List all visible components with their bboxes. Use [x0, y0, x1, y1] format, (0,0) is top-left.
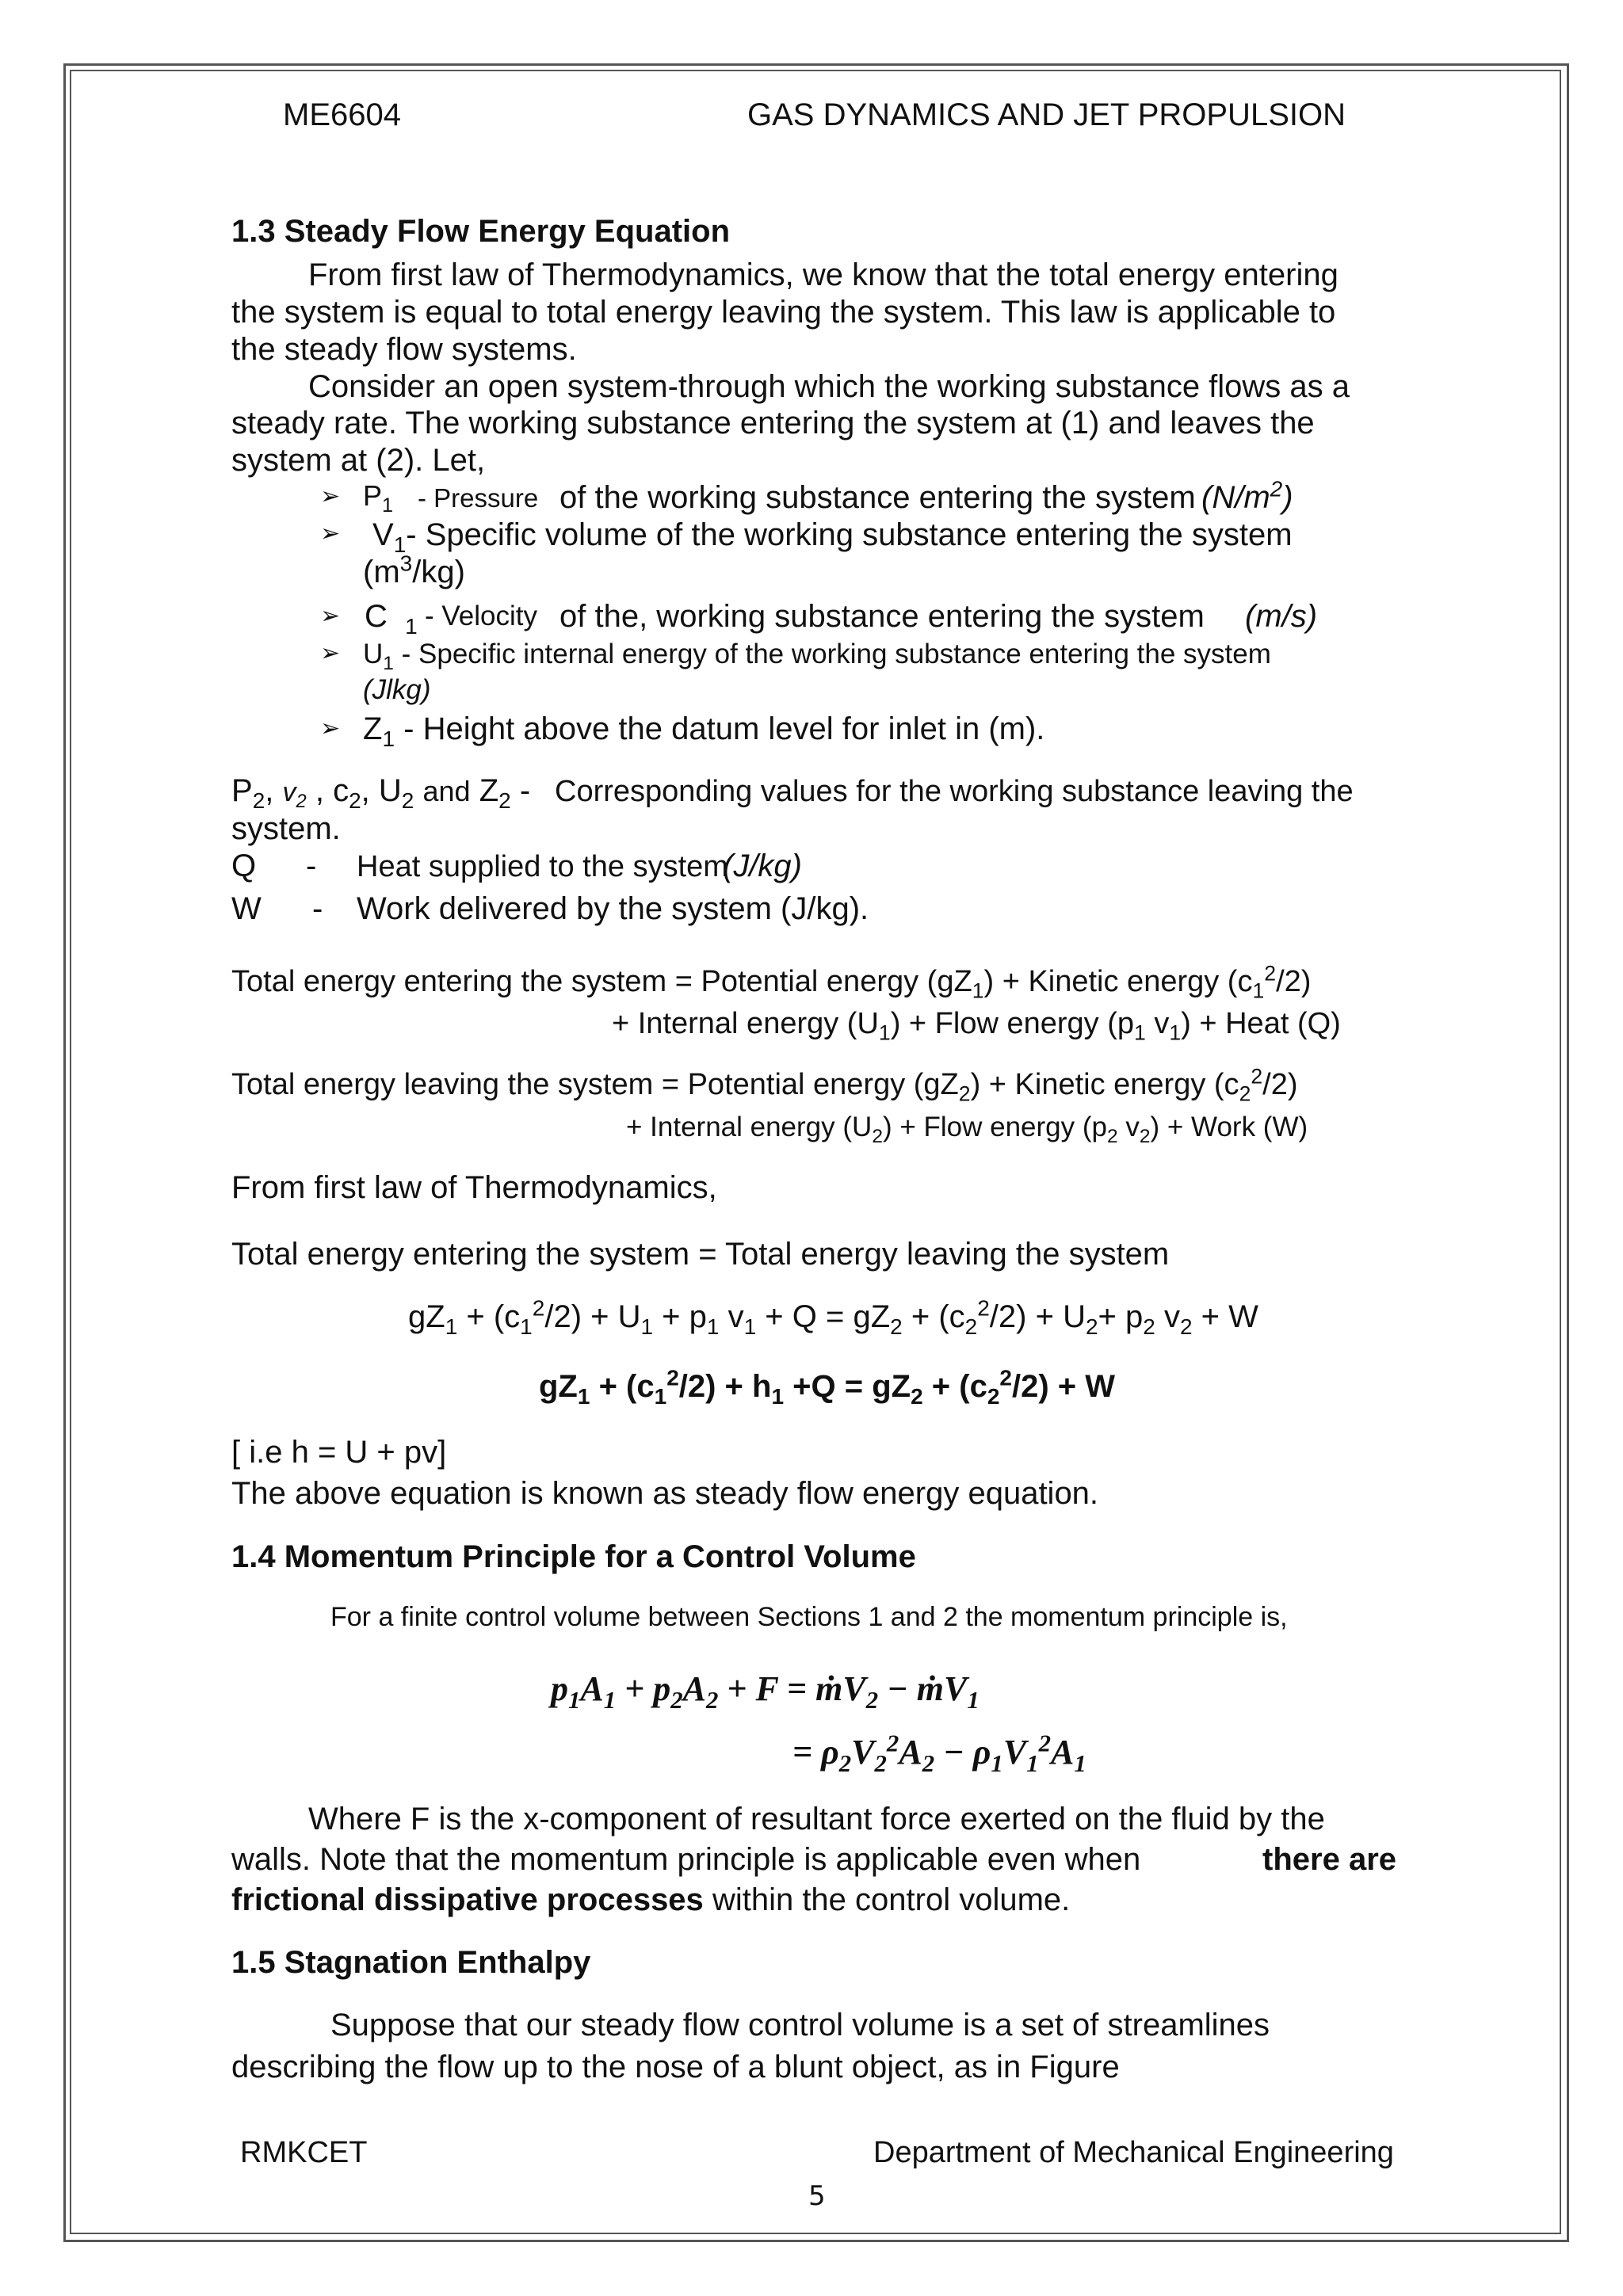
momentum-where-line3: frictional dissipative processes within the control volume. [231, 1882, 1071, 1917]
w-symbol: W [231, 891, 262, 926]
section-heading-1-4: 1.4 Momentum Principle for a Control Volume [231, 1539, 916, 1574]
total-energy-entering-line1: Total energy entering the system = Potential energy $(gZ_1)$ + Kinetic energy $(c_1^2/2)$ [231, 961, 1312, 1003]
bullet-p1-text: of the working substance entering the system [559, 480, 1196, 515]
bullet-c1: C $_1$ [365, 599, 418, 639]
bullet-p1: $P_1$ [363, 479, 394, 517]
momentum-where-line2: walls. Note that the momentum principle is applicable even when there are [231, 1842, 1396, 1877]
bullet-u1: $U_1$ - Specific internal energy of the working substance entering the system [363, 639, 1271, 674]
paragraph-line: system at (2). Let, [231, 443, 486, 478]
footer-institution: RMKCET [240, 2136, 368, 2169]
paragraph-line: From first law of Thermodynamics, we know that the total energy entering [308, 257, 1338, 292]
first-law-text: From first law of Thermodynamics, [231, 1170, 717, 1205]
total-energy-leaving-line1: Total energy leaving the system = Potential energy $(gZ_2)$ + Kinetic energy $(c_2^2/2)$ [231, 1064, 1298, 1106]
section-heading-1-5: 1.5 Stagnation Enthalpy [231, 1945, 591, 1980]
total-energy-entering-line2: + Internal energy $(U_1)$ + Flow energy ($p_1$ $v_1$) + Heat (Q) [612, 1007, 1341, 1045]
energy-equation: $gZ_1 + (c_1^2/2) + U_1 + p_1$ $v_1 + Q = gZ_2 + (c_2^2/2) + U_2+ p_2$ $v_2 + W$ [408, 1295, 1258, 1339]
w-text: Work delivered by the system (J/kg). [357, 891, 869, 926]
equation-known-as: The above equation is known as steady flow energy equation. [231, 1476, 1099, 1511]
arrow-bullet-icon: ➢ [320, 639, 341, 667]
page-number: 5 [808, 2180, 826, 2212]
momentum-equation-line2: = $\rho_2V_2^2A_2 - \rho_1V_1^2A_1$ [792, 1730, 1086, 1777]
w-dash: - [312, 891, 323, 926]
momentum-intro: For a finite control volume between Sections 1 and 2 the momentum principle is, [330, 1602, 1288, 1632]
bullet-z1: $Z_1$ - Height above the datum level for inlet in (m). [363, 711, 1045, 751]
footer-department: Department of Mechanical Engineering [873, 2136, 1394, 2169]
bullet-p1-label: - Pressure [418, 483, 539, 513]
bullet-c1-text: of the, working substance entering the system [559, 599, 1205, 634]
total-energy-leaving-line2: + Internal energy $(U_2)$ + Flow energy ($p_2$ $v_2$) + Work (W) [626, 1112, 1308, 1147]
course-code: ME6604 [283, 97, 401, 132]
bullet-v1: $V_1-$ Specific volume of the working substance entering the system [372, 517, 1293, 557]
arrow-bullet-icon: ➢ [320, 602, 341, 630]
stagnation-line1: Suppose that our steady flow control volume is a set of streamlines [330, 2008, 1270, 2042]
q-text: Heat supplied to the system [357, 850, 728, 883]
course-title: GAS DYNAMICS AND JET PROPULSION [747, 97, 1346, 132]
bullet-c1-label: - Velocity [425, 601, 537, 631]
arrow-bullet-icon: ➢ [320, 520, 341, 547]
q-symbol: Q [231, 849, 257, 883]
arrow-bullet-icon: ➢ [320, 482, 341, 510]
paragraph-line: Consider an open system-through which the working substance flows as a [308, 369, 1350, 404]
paragraph-line: the steady flow systems. [231, 332, 577, 367]
bullet-u1-unit: (Jlkg) [363, 674, 431, 705]
energy-balance-text: Total energy entering the system = Total energy leaving the system [231, 1237, 1170, 1272]
bullet-v1-unit: $(m^3/kg)$ [363, 551, 465, 589]
enthalpy-definition: [ i.e h = U + pv] [231, 1435, 447, 1470]
stagnation-line2: describing the flow up to the nose of a blunt object, as in Figure [231, 2050, 1120, 2084]
q-dash: - [306, 849, 317, 883]
arrow-bullet-icon: ➢ [320, 715, 341, 742]
steady-flow-energy-equation: $gZ_1 + (c_1^2/2) + h_1 +Q = gZ_2 + (c_2^2/2) + W$ [539, 1365, 1116, 1409]
paragraph-line: steady rate. The working substance entering the system at (1) and leaves the [231, 406, 1315, 441]
momentum-equation-line1: $p_1A_1 + p_2A_2 + F$ = ṁV$_2$ − ṁV$_1$ [551, 1669, 980, 1714]
paragraph-line: the system is equal to total energy leaving the system. This law is applicable to [231, 295, 1336, 330]
momentum-where-line1: Where F is the x-component of resultant force exerted on the fluid by the [308, 1802, 1325, 1836]
corresponding-symbols: $P_2$, $v_2$ , $c_2$, $U_2$ and $Z_2$ - [231, 773, 531, 813]
corresponding-text: Corresponding values for the working substance leaving the [555, 775, 1354, 808]
q-unit: (J/kg) [723, 849, 802, 883]
section-heading-1-3: 1.3 Steady Flow Energy Equation [231, 214, 731, 249]
corresponding-text-cont: system. [231, 811, 341, 846]
bullet-p1-unit: $(N/m^2)$ [1201, 476, 1293, 515]
bullet-c1-unit: (m/s) [1245, 599, 1318, 634]
